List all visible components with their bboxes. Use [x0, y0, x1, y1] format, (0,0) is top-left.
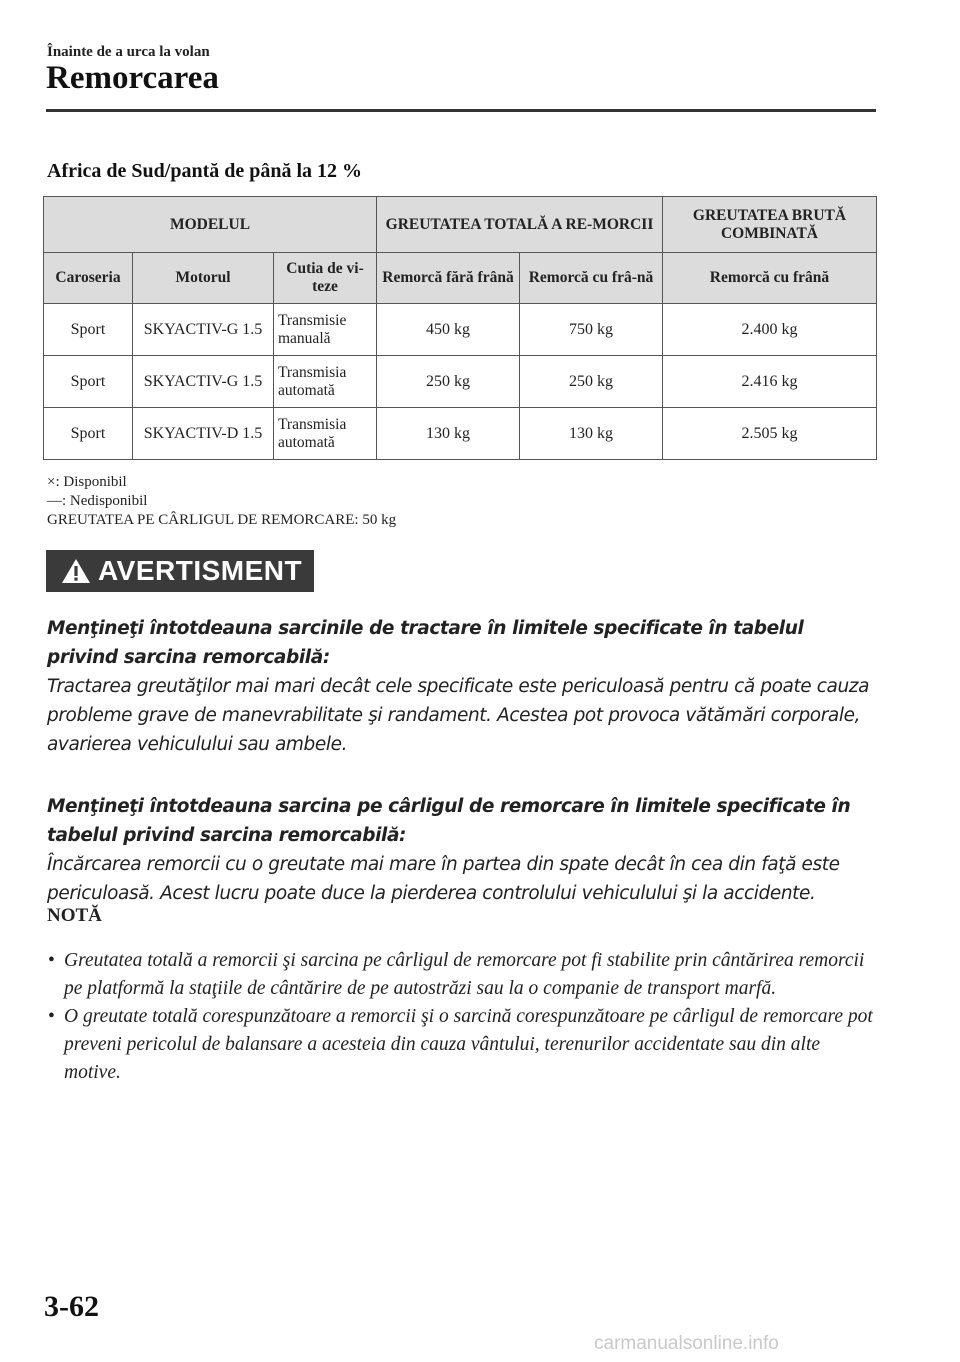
page-number: 3-62 — [44, 1290, 99, 1323]
cell-no-brake: 450 kg — [377, 304, 520, 356]
warning-banner — [46, 550, 314, 592]
bullet-icon: • — [48, 1006, 55, 1027]
towing-capacity-table — [43, 196, 877, 460]
cell-engine: SKYACTIV-D 1.5 — [133, 408, 274, 460]
table-group-header-row — [44, 197, 877, 253]
site-watermark: carmanualsonline.info — [594, 1333, 779, 1354]
header-model: MODELUL — [44, 197, 377, 253]
cell-engine: SKYACTIV-G 1.5 — [133, 304, 274, 356]
header-total-weight: GREUTATEA TOTALĂ A RE-MORCII — [377, 197, 663, 253]
section-label: Înainte de a urca la volan — [47, 44, 210, 60]
note-item — [47, 947, 877, 1003]
cell-body: Sport — [44, 356, 133, 408]
bullet-icon: • — [48, 950, 55, 971]
cell-transmission: Transmisia automată — [274, 408, 377, 460]
warning-paragraph-1-title: Menţineţi întotdeauna sarcinile de tractare în limitele specificate în tabelul privind sarcina remorcabilă: — [47, 618, 804, 668]
cell-gcw: 2.505 kg — [663, 408, 877, 460]
note-item-text: Greutatea totală a remorcii şi sarcina pe cârligul de remorcare pot fi stabilite prin cântărirea remorcii pe platformă la staţiile de cântărire de pe autostrăzi sau la o companie de transport marfă. — [64, 950, 865, 999]
header-gcw-with-brake: Remorcă cu frână — [663, 253, 877, 304]
cell-gcw: 2.416 kg — [663, 356, 877, 408]
note-list — [47, 947, 877, 1087]
legend-available: ×: Disponibil — [47, 474, 127, 490]
table-column-header-row — [44, 253, 877, 304]
cell-with-brake: 750 kg — [520, 304, 663, 356]
header-body: Caroseria — [44, 253, 133, 304]
cell-body: Sport — [44, 304, 133, 356]
cell-with-brake: 130 kg — [520, 408, 663, 460]
header-with-brake: Remorcă cu frâ-nă — [520, 253, 663, 304]
legend-hitch-weight: GREUTATEA PE CÂRLIGUL DE REMORCARE: 50 kg — [47, 512, 397, 528]
cell-gcw: 2.400 kg — [663, 304, 877, 356]
table-legend — [47, 473, 396, 530]
header-engine: Motorul — [133, 253, 274, 304]
cell-transmission: Transmisia automată — [274, 356, 377, 408]
warning-label: AVERTISMENT — [98, 555, 303, 586]
cell-with-brake: 250 kg — [520, 356, 663, 408]
title-divider — [46, 109, 876, 112]
header-gross-combined: GREUTATEA BRUTĂ COMBINATĂ — [663, 197, 877, 253]
warning-paragraph-1-text: Tractarea greutăţilor mai mari decât cele specificate este periculoasă pentru că poate cauza probleme grave de manevrabilitate şi randament. Acestea pot provoca vătămări corporale, avarierea vehiculului sau ambele. — [47, 676, 870, 755]
cell-body: Sport — [44, 408, 133, 460]
warning-paragraph-2-title: Menţineţi întotdeauna sarcina pe cârligul de remorcare în limitele specificate în tabelul privind sarcina remorcabilă: — [47, 796, 851, 846]
table-row — [44, 356, 877, 408]
cell-transmission: Transmisie manuală — [274, 304, 377, 356]
warning-body — [47, 614, 877, 908]
note-item-text: O greutate totală corespunzătoare a remorcii şi o sarcină corespunzătoare pe cârligul de remorcare pot preveni pericolul de balansare a acesteia din cauza vântului, terenurilor accidentate sau din alte motive. — [64, 1006, 873, 1083]
header-transmission: Cutia de vi-teze — [274, 253, 377, 304]
table-row — [44, 304, 877, 356]
cell-no-brake: 250 kg — [377, 356, 520, 408]
cell-engine: SKYACTIV-G 1.5 — [133, 356, 274, 408]
warning-triangle-icon — [54, 550, 98, 592]
legend-unavailable: —: Nedisponibil — [47, 493, 148, 509]
warning-paragraph-2-text: Încărcarea remorcii cu o greutate mai mare în partea din spate decât în cea din faţă este periculoasă. Acest lucru poate duce la pierderea controlului vehiculului şi la accidente. — [47, 854, 840, 904]
page-title: Remorcarea — [46, 60, 219, 96]
note-title: NOTĂ — [47, 905, 102, 926]
table-row — [44, 408, 877, 460]
note-item — [47, 1003, 877, 1087]
header-no-brake: Remorcă fără frână — [377, 253, 520, 304]
cell-no-brake: 130 kg — [377, 408, 520, 460]
table-title: Africa de Sud/pantă de până la 12 % — [47, 160, 363, 182]
